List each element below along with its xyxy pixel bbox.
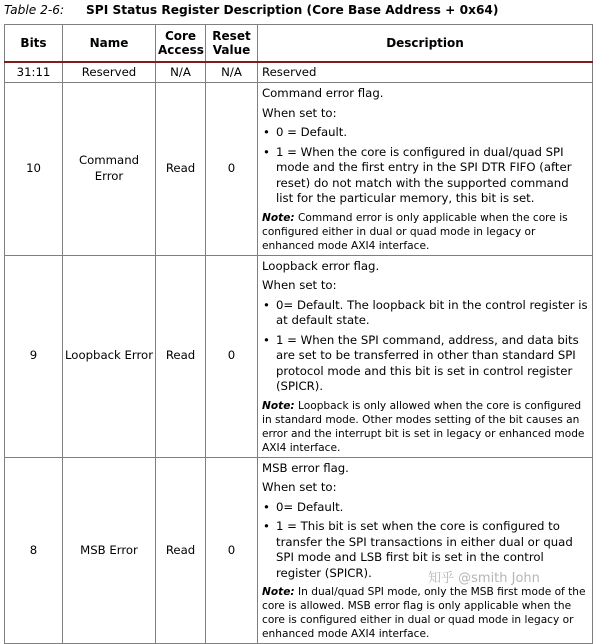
note <box>262 211 588 253</box>
bullet-glyph: • <box>263 297 270 312</box>
note <box>262 585 588 641</box>
bullet-glyph: • <box>263 144 270 159</box>
table-row <box>5 83 593 256</box>
access-cell: Read <box>156 255 206 457</box>
description-when: When set to: <box>262 480 337 494</box>
description-intro: MSB error flag. <box>262 460 349 475</box>
bullet-glyph: • <box>263 332 270 347</box>
bullet-text: 0= Default. <box>276 499 344 514</box>
description-when: When set to: <box>262 278 337 292</box>
note-text: Command error is only applicable when the core is configured either in dual or quad mode in legacy or enhanced mode AXI4 interface. <box>262 211 568 252</box>
table-row <box>5 62 593 83</box>
access-cell: Read <box>156 457 206 644</box>
table-row <box>5 457 593 644</box>
note-text: Loopback is only allowed when the core is configured in standard mode. Other modes setting of the bit causes an error and the interrupt bit is set in legacy or enhanced mode AXI4 interface. <box>262 399 585 454</box>
list-item <box>262 333 588 395</box>
watermark: 知乎 @smith John <box>428 571 540 586</box>
list-item <box>262 500 588 516</box>
access-cell: Read <box>156 83 206 256</box>
table-number: Table 2-6: <box>4 3 65 17</box>
list-item <box>262 298 588 329</box>
table-row <box>5 255 593 457</box>
list-item <box>262 145 588 207</box>
description-cell <box>258 255 593 457</box>
bullet-text: 1 = When the SPI command, address, and data bits are set to be transferred in other than standard SPI protocol mode and this bit is set in control register (SPICR). <box>276 332 579 393</box>
description-intro: Loopback error flag. <box>262 258 380 273</box>
header-core-access: Core Access <box>156 25 206 63</box>
bullet-list <box>262 125 588 207</box>
reset-cell: 0 <box>206 457 258 644</box>
bits-cell: 8 <box>5 457 63 644</box>
bits-cell: 31:11 <box>5 62 63 83</box>
bullet-text: 1 = This bit is set when the core is configured to transfer the SPI transactions in either dual or quad SPI mode and LSB first bit is set in the control register (SPICR). <box>276 519 573 580</box>
header-row <box>5 25 593 63</box>
header-description: Description <box>258 25 593 63</box>
reset-cell: 0 <box>206 83 258 256</box>
note-label: Note: <box>262 211 295 224</box>
name-cell: Loopback Error <box>63 255 156 457</box>
access-cell: N/A <box>156 62 206 83</box>
list-item <box>262 125 588 141</box>
name-cell: Command Error <box>63 83 156 256</box>
bullet-glyph: • <box>263 499 270 514</box>
name-cell: MSB Error <box>63 457 156 644</box>
header-reset-value: Reset Value <box>206 25 258 63</box>
header-name: Name <box>63 25 156 63</box>
bullet-text: 0= Default. The loopback bit in the control register is at default state. <box>276 297 588 327</box>
bits-cell: 10 <box>5 83 63 256</box>
description-cell <box>258 83 593 256</box>
name-cell: Reserved <box>63 62 156 83</box>
description-intro: Command error flag. <box>262 86 384 100</box>
bullet-glyph: • <box>263 519 270 533</box>
reset-cell: 0 <box>206 255 258 457</box>
register-table <box>4 24 593 644</box>
description-cell <box>258 457 593 644</box>
note-text: In dual/quad SPI mode, only the MSB first mode of the core is allowed. MSB error flag is only applicable when the core is configured either in dual or quad mode in legacy or enhanced mode AXI4 interface. <box>262 586 586 640</box>
header-bits: Bits <box>5 25 63 63</box>
description-when: When set to: <box>262 105 337 120</box>
reset-cell: N/A <box>206 62 258 83</box>
description-cell: Reserved <box>258 62 593 83</box>
table-title: SPI Status Register Description (Core Base Address + 0x64) <box>86 3 499 17</box>
bullet-text: 0 = Default. <box>276 125 348 139</box>
table-caption <box>4 3 498 17</box>
note-label: Note: <box>262 586 295 598</box>
note-label: Note: <box>262 399 295 412</box>
note <box>262 399 588 455</box>
bullet-glyph: • <box>263 125 270 139</box>
bits-cell: 9 <box>5 255 63 457</box>
bullet-text: 1 = When the core is configured in dual/quad SPI mode and the first entry in the SPI DTR FIFO (after reset) do not match with the supported command list for the particular memory, this bit is set. <box>276 144 572 205</box>
bullet-list <box>262 298 588 395</box>
